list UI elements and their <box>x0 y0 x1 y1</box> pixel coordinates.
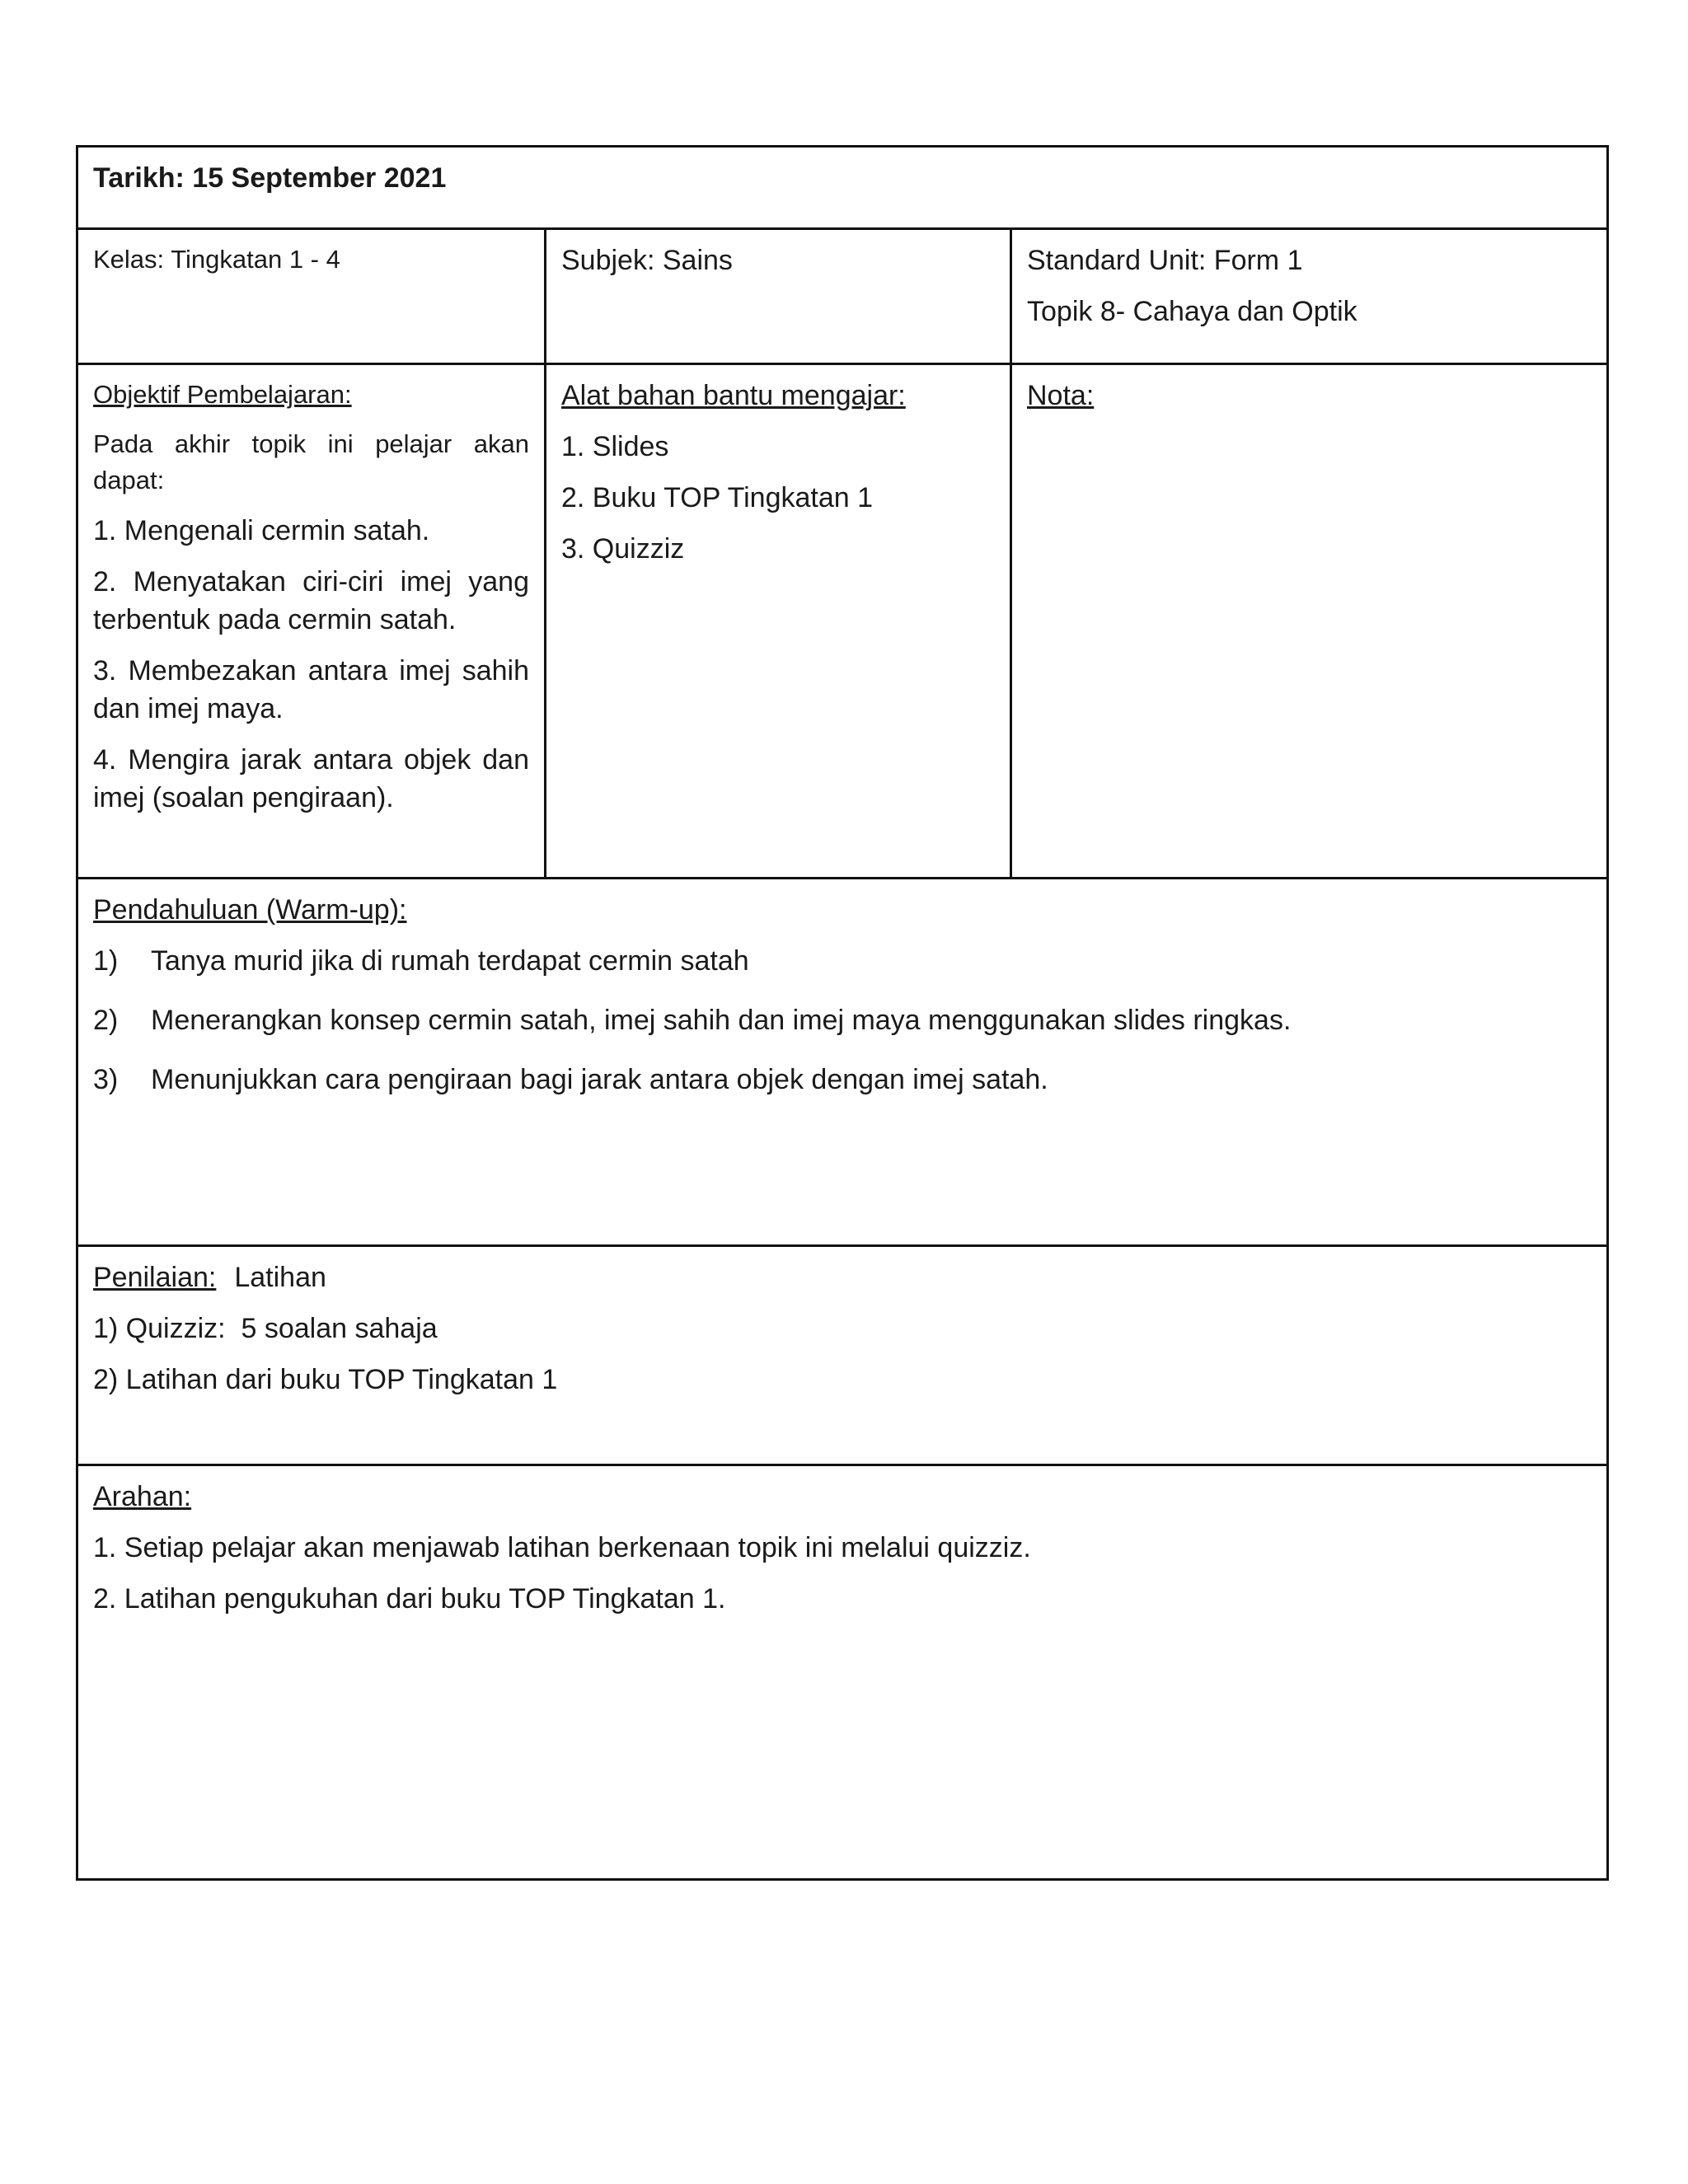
objektif-heading: Objektif Pembelajaran: <box>93 380 352 409</box>
nota-cell <box>1010 365 1606 877</box>
objektif-item: 3. Membezakan antara imej sahih dan imej maya. <box>93 655 529 724</box>
objektif-item: 1. Mengenali cermin satah. <box>93 515 430 546</box>
objektif-intro: Pada akhir topik ini pelajar akan dapat: <box>93 429 529 494</box>
alat-heading: Alat bahan bantu mengajar: <box>561 380 906 411</box>
objektif-cell <box>78 365 544 877</box>
nota-heading: Nota: <box>1027 380 1095 411</box>
objectives-row <box>78 365 1606 879</box>
kelas-label: Kelas: Tingkatan 1 - 4 <box>93 245 340 274</box>
list-item-number: 2) <box>93 1005 119 1036</box>
subjek-label: Subjek: Sains <box>561 245 733 276</box>
penilaian-heading-suffix: Latihan <box>234 1262 326 1293</box>
lesson-plan-table <box>76 145 1609 1881</box>
alat-item: 2. Buku TOP Tingkatan 1 <box>561 482 874 513</box>
topik-label: Topik 8- Cahaya dan Optik <box>1027 296 1357 327</box>
arahan-item: 2. Latihan pengukuhan dari buku TOP Tingkatan 1. <box>93 1583 726 1615</box>
alat-cell <box>544 365 1010 877</box>
warmup-row <box>78 879 1606 1247</box>
list-item-text: Tanya murid jika di rumah terdapat cermin satah <box>151 945 749 977</box>
penilaian-heading: Penilaian: <box>93 1262 217 1293</box>
objektif-item: 2. Menyatakan ciri-ciri imej yang terbentuk pada cermin satah. <box>93 566 529 635</box>
list-item-number: 1) <box>93 945 119 977</box>
pendahuluan-heading: Pendahuluan (Warm-up): <box>93 894 407 926</box>
standard-unit-cell <box>1010 230 1606 363</box>
arahan-cell <box>78 1466 1606 1878</box>
date-label: Tarikh: 15 September 2021 <box>93 162 447 194</box>
meta-row <box>78 230 1606 365</box>
assessment-row <box>78 1247 1606 1466</box>
pendahuluan-cell <box>78 879 1606 1244</box>
list-item <box>93 942 1592 980</box>
arahan-item: 1. Setiap pelajar akan menjawab latihan berkenaan topik ini melalui quizziz. <box>93 1532 1031 1563</box>
instructions-row <box>78 1466 1606 1878</box>
list-item-number: 3) <box>93 1064 119 1095</box>
standard-unit-label: Standard Unit: Form 1 <box>1027 245 1303 276</box>
alat-item: 3. Quizziz <box>561 533 685 565</box>
penilaian-heading-line <box>93 1258 1592 1296</box>
penilaian-item: 1) Quizziz: 5 soalan sahaja <box>93 1313 438 1344</box>
list-item-text: Menunjukkan cara pengiraan bagi jarak antara objek dengan imej satah. <box>151 1064 1048 1095</box>
penilaian-cell <box>78 1247 1606 1464</box>
list-item <box>93 1061 1592 1099</box>
arahan-heading: Arahan: <box>93 1481 192 1512</box>
kelas-cell <box>78 230 544 363</box>
date-row <box>78 148 1606 230</box>
alat-item: 1. Slides <box>561 431 669 462</box>
date-cell <box>78 148 1606 227</box>
subjek-cell <box>544 230 1010 363</box>
list-item-text: Menerangkan konsep cermin satah, imej sahih dan imej maya menggunakan slides ringkas. <box>151 1005 1292 1036</box>
pendahuluan-list <box>93 942 1592 1099</box>
list-item <box>93 1001 1592 1039</box>
objektif-item: 4. Mengira jarak antara objek dan imej (soalan pengiraan). <box>93 744 529 813</box>
penilaian-item: 2) Latihan dari buku TOP Tingkatan 1 <box>93 1364 558 1395</box>
